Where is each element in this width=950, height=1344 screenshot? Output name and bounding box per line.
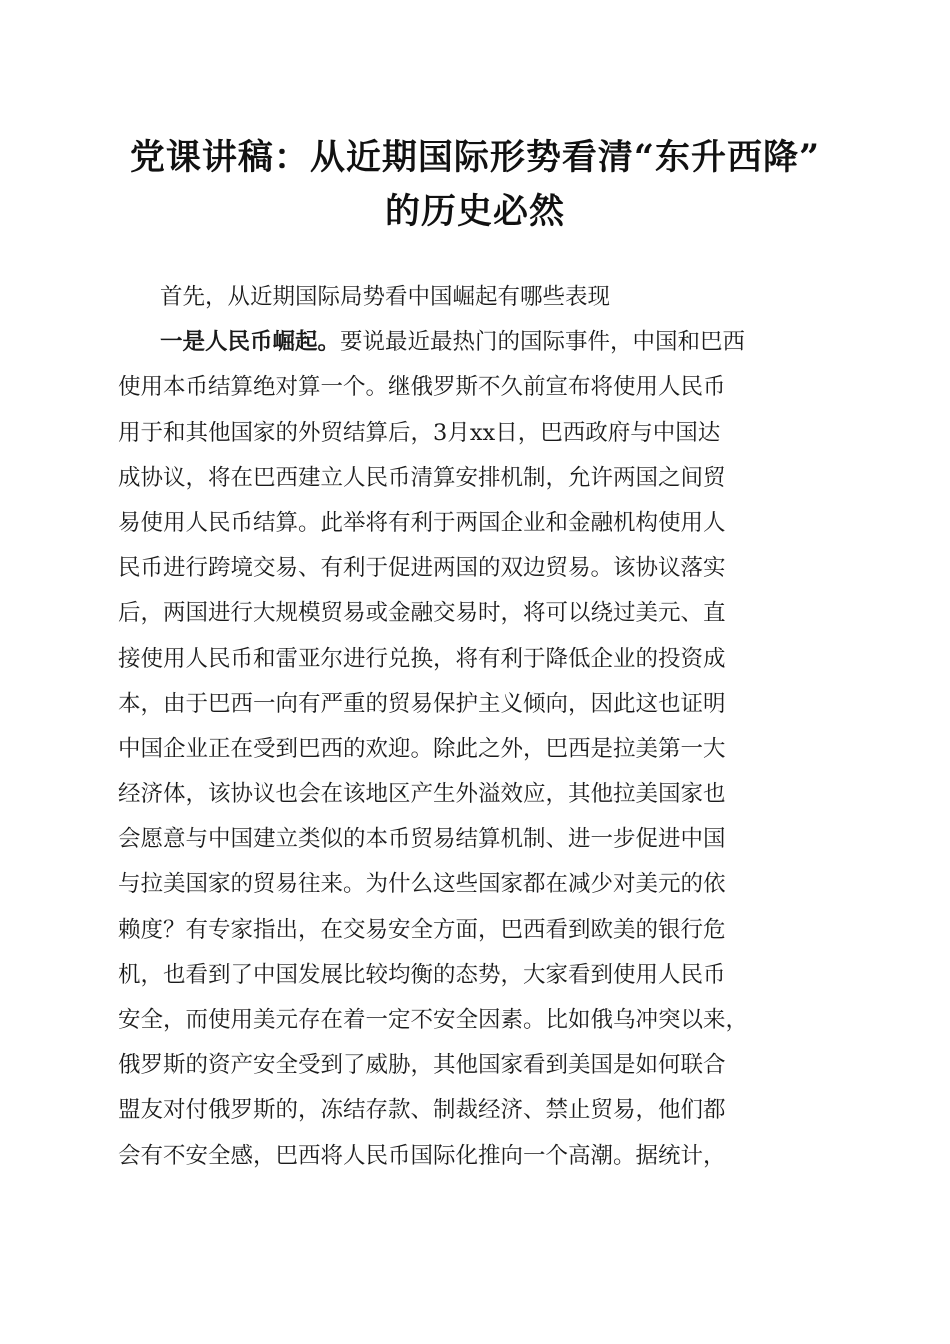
paragraph-intro: 首先，从近期国际局势看中国崛起有哪些表现: [160, 284, 611, 310]
paragraph-line: 与拉美国家的贸易往来。为什么这些国家都在减少对美元的依: [118, 871, 726, 898]
paragraph-text: 要说最近最热门的国际事件，中国和巴西: [340, 329, 746, 356]
paragraph-line: 机，也看到了中国发展比较均衡的态势，大家看到使用人民币: [118, 961, 726, 988]
document-body: [118, 275, 838, 1179]
paragraph-line: 民币进行跨境交易、有利于促进两国的双边贸易。该协议落实: [118, 555, 726, 582]
paragraph-line: 安全，而使用美元存在着一定不安全因素。比如俄乌冲突以来，: [118, 1007, 749, 1033]
paragraph-line: 会愿意与中国建立类似的本币贸易结算机制、进一步促进中国: [118, 826, 726, 853]
bold-lead: 一是人民币崛起。: [160, 329, 341, 356]
paragraph-line: 易使用人民币结算。此举将有利于两国企业和金融机构使用人: [118, 509, 726, 536]
title-line-1: 党课讲稿：从近期国际形势看清“东升西降”: [129, 137, 821, 178]
paragraph-line: 俄罗斯的资产安全受到了威胁，其他国家看到美国是如何联合: [118, 1052, 726, 1079]
paragraph-line: [118, 320, 838, 365]
paragraph-line: 会有不安全感，巴西将人民币国际化推向一个高潮。据统计，: [118, 1142, 726, 1169]
paragraph-line: 成协议，将在巴西建立人民币清算安排机制，允许两国之间贸: [118, 464, 726, 491]
paragraph-line: 赖度？有专家指出，在交易安全方面，巴西看到欧美的银行危: [118, 916, 726, 943]
paragraph-line: 用于和其他国家的外贸结算后，3月xx日，巴西政府与中国达: [118, 419, 721, 446]
paragraph-line: 经济体，该协议也会在该地区产生外溢效应，其他拉美国家也: [118, 781, 726, 808]
paragraph-line: 本，由于巴西一向有严重的贸易保护主义倾向，因此这也证明: [118, 690, 726, 717]
paragraph-line: 盟友对付俄罗斯的，冻结存款、制裁经济、禁止贸易，他们都: [118, 1097, 726, 1124]
paragraph-line: 使用本币结算绝对算一个。继俄罗斯不久前宣布将使用人民币: [118, 374, 726, 401]
document-title: [100, 131, 850, 239]
title-line-2: 的历史必然: [384, 191, 565, 232]
paragraph-line: 中国企业正在受到巴西的欢迎。除此之外，巴西是拉美第一大: [118, 735, 726, 762]
paragraph-line: 后，两国进行大规模贸易或金融交易时，将可以绕过美元、直: [118, 600, 726, 627]
paragraph-line: 接使用人民币和雷亚尔进行兑换，将有利于降低企业的投资成: [118, 645, 726, 672]
